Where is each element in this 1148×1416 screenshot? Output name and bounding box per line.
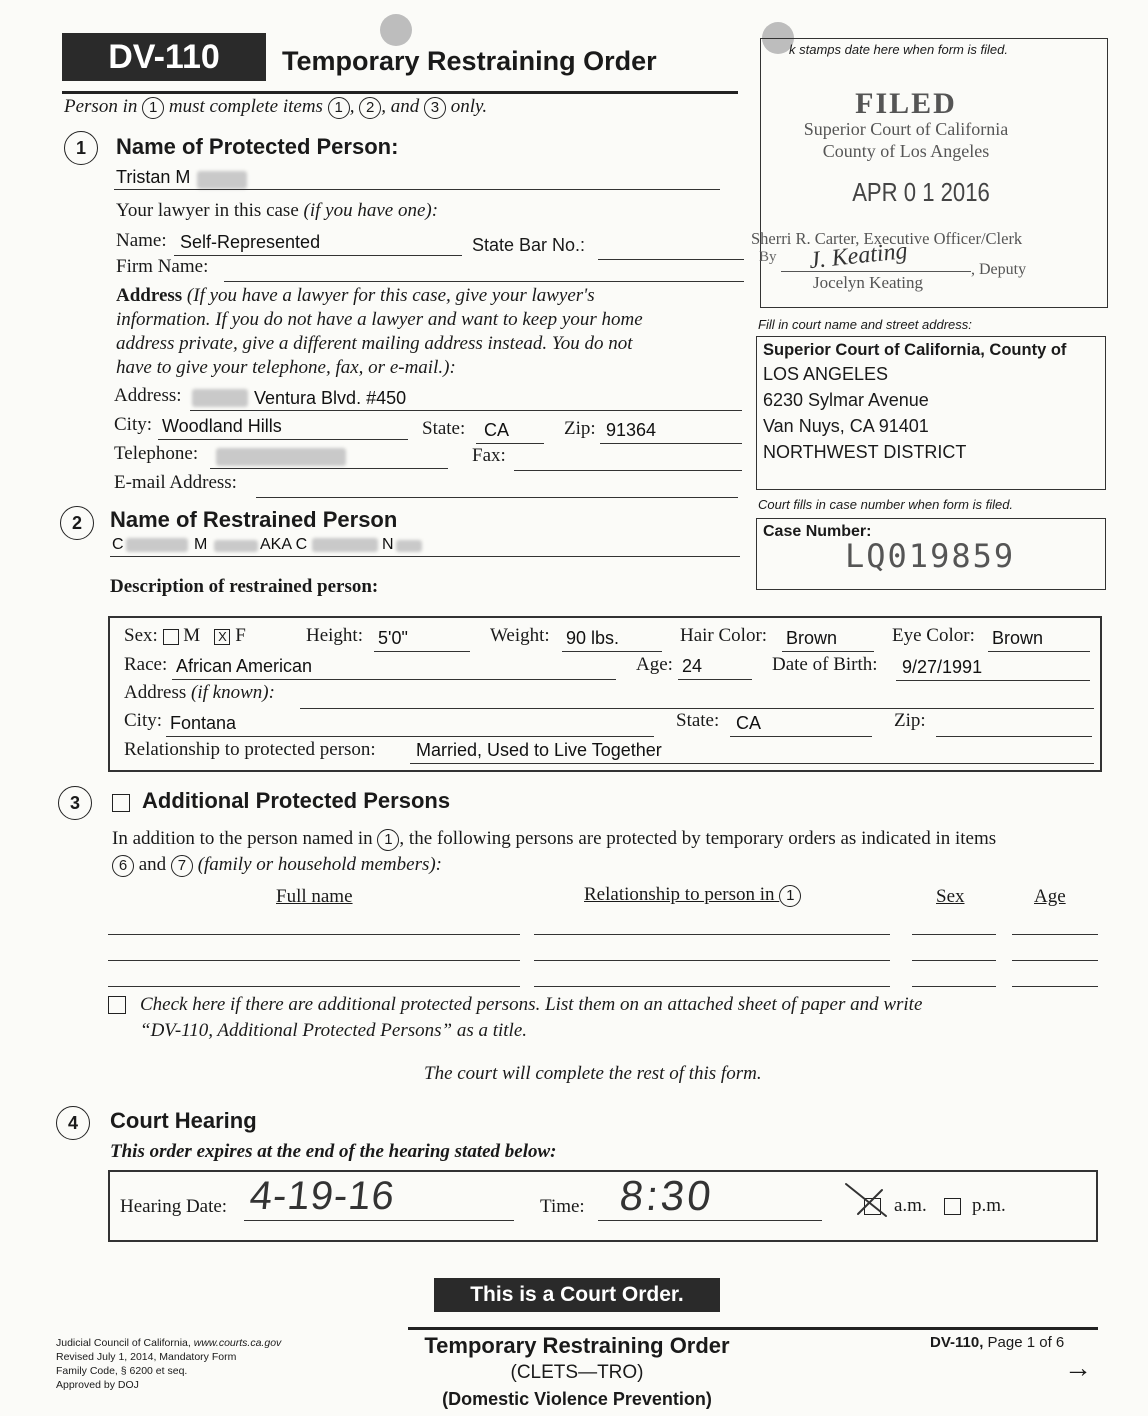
item-1-circle: 1 (142, 97, 164, 119)
weight-line (562, 651, 662, 652)
instruction-text-b: must complete items (168, 96, 323, 117)
hair-label: Hair Color: (680, 625, 768, 646)
protected-person-name: Tristan M (116, 167, 191, 187)
intro-text-a: In addition to the person named in (112, 828, 373, 849)
form-title: Temporary Restraining Order (282, 46, 657, 76)
am-label: a.m. (894, 1195, 927, 1216)
pm-label: p.m. (972, 1195, 1006, 1216)
row1-rel-line[interactable] (534, 934, 890, 935)
am-checkmark-icon (842, 1180, 892, 1220)
court-address-caption: Fill in court name and street address: (758, 317, 972, 332)
stamp-date: APR 0 1 2016 (852, 177, 990, 207)
city-label: City: (114, 414, 153, 435)
section-1-number: 1 (64, 131, 98, 165)
section-3-title: Additional Protected Persons (142, 788, 451, 813)
stamp-court-line1: Superior Court of California (803, 119, 1009, 139)
address-label: Address: (114, 385, 182, 406)
weight-label: Weight: (490, 625, 550, 646)
row1-name-line[interactable] (108, 934, 520, 935)
intro-circle-6: 6 (112, 855, 134, 877)
court-address-line2: LOS ANGELES (763, 364, 889, 384)
restrained-city-value: Fontana (170, 713, 237, 733)
description-label: Description of restrained person: (110, 576, 379, 597)
court-address-line4: Van Nuys, CA 91401 (763, 416, 929, 436)
instruction-text-d: , and (381, 96, 420, 117)
address-heading: Address (116, 285, 183, 306)
court-order-banner: This is a Court Order. (434, 1278, 720, 1312)
telephone-line (210, 468, 448, 469)
court-address-line1: Superior Court of California, County of (763, 341, 1067, 359)
additional-sheet-text-1: Check here if there are additional protected persons. List them on an attached sheet of paper and write (140, 994, 923, 1015)
eye-value: Brown (992, 628, 1044, 648)
city-line (158, 439, 408, 440)
address-value: Ventura Blvd. #450 (254, 388, 407, 408)
race-value: African American (176, 656, 313, 676)
footer-title: Temporary Restraining Order (424, 1333, 730, 1358)
eye-line (988, 651, 1090, 652)
sex-m-checkbox[interactable] (163, 629, 179, 645)
col-age: Age (1034, 886, 1066, 907)
sex-row (124, 625, 246, 647)
address-note-3: address private, give a different mailing address instead. You do not (116, 333, 633, 354)
restrained-address-label (124, 682, 275, 704)
footer-form-id: DV-110, (930, 1334, 984, 1351)
section-2-number: 2 (60, 506, 94, 540)
age-line (678, 679, 752, 680)
item-1-circle-2: 1 (328, 97, 350, 119)
protected-name-line (114, 189, 720, 190)
address-note-1: (If you have a lawyer for this case, give your lawyer's (186, 285, 595, 306)
restrained-name-line (110, 556, 740, 557)
additional-sheet-text (140, 992, 922, 1044)
hair-value: Brown (786, 628, 838, 648)
next-page-arrow-icon: → (1064, 1352, 1092, 1383)
dob-label: Date of Birth: (772, 654, 878, 675)
firm-name-line (224, 281, 744, 282)
row1-age-line[interactable] (1012, 934, 1098, 935)
eye-label: Eye Color: (892, 625, 975, 646)
restrained-zip-label: Zip: (894, 710, 926, 731)
instruction-text-e: only. (450, 96, 488, 117)
additional-sheet-text-2: “DV-110, Additional Protected Persons” as a title. (140, 1020, 528, 1041)
col-full-name: Full name (276, 886, 353, 907)
fax-line (514, 470, 742, 471)
email-line (256, 497, 738, 498)
instruction-text-a: Person in (64, 96, 138, 117)
col-sex: Sex (936, 886, 965, 907)
case-caption: Court fills in case number when form is filed. (758, 497, 1014, 512)
item-2-circle: 2 (359, 97, 381, 119)
court-address-box (756, 336, 1106, 490)
expires-note: This order expires at the end of the hearing stated below: (110, 1141, 557, 1162)
state-bar-line (598, 259, 744, 260)
state-bar-label: State Bar No.: (472, 235, 586, 255)
stamp-deputy: , Deputy (971, 261, 1027, 278)
redaction-restrained-2 (214, 540, 258, 552)
address-note-4: have to give your telephone, fax, or e-mail.): (116, 357, 456, 378)
restrained-address-italic: (if known): (191, 682, 275, 703)
footer-subtitle-2: (Domestic Violence Prevention) (442, 1389, 712, 1409)
restrained-address-line (300, 708, 1094, 709)
header-rule (62, 91, 738, 94)
section-2-title: Name of Restrained Person (110, 507, 398, 532)
row2-sex-line[interactable] (912, 960, 996, 961)
weight-value: 90 lbs. (566, 628, 620, 648)
footer-center (400, 1332, 754, 1412)
redaction-telephone (216, 448, 346, 466)
restrained-state-label: State: (676, 710, 720, 731)
hearing-date-line (244, 1220, 514, 1221)
firm-name-label: Firm Name: (116, 256, 209, 277)
stamp-by: By (759, 249, 777, 265)
row3-rel-line[interactable] (534, 986, 890, 987)
hearing-time-label: Time: (540, 1196, 585, 1217)
form-id-badge (62, 33, 266, 81)
footer-subtitle: (CLETS—TRO) (510, 1362, 644, 1383)
restrained-name-c: AKA C (260, 536, 308, 553)
height-value: 5'0" (378, 628, 408, 648)
height-label: Height: (306, 625, 363, 646)
intro-text-b: , the following persons are protected by temporary orders as indicated in items (399, 828, 997, 849)
state-value: CA (484, 420, 510, 440)
redaction-restrained-1 (126, 538, 188, 552)
col-relationship-circle: 1 (779, 885, 801, 907)
zip-value: 91364 (606, 420, 657, 440)
court-address-line5: NORTHWEST DISTRICT (763, 442, 967, 462)
redaction-address (192, 389, 248, 407)
row3-age-line[interactable] (1012, 986, 1098, 987)
col-relationship-text: Relationship to person in (584, 884, 775, 905)
case-number-value: LQ019859 (845, 537, 1016, 575)
stamp-officer: Sherri R. Carter, Executive Officer/Clerk (751, 229, 1023, 248)
item-3-circle: 3 (424, 97, 446, 119)
section-3-number: 3 (58, 786, 92, 820)
row1-sex-line[interactable] (912, 934, 996, 935)
case-number-box (756, 518, 1106, 590)
intro-circle-7: 7 (171, 855, 193, 877)
section-4-title: Court Hearing (110, 1108, 257, 1133)
state-label: State: (422, 418, 466, 439)
col-relationship (584, 884, 801, 907)
restrained-state-line (730, 736, 872, 737)
sex-label: Sex: (124, 625, 158, 646)
relationship-value: Married, Used to Live Together (416, 740, 662, 760)
restrained-city-label: City: (124, 710, 163, 731)
sex-m-label: M (183, 625, 201, 646)
footer-left-2: Revised July 1, 2014, Mandatory Form (56, 1351, 237, 1363)
relationship-line (410, 763, 1094, 764)
intro-circle-1: 1 (377, 829, 399, 851)
footer-left (56, 1336, 281, 1392)
stamp-caption: k stamps date here when form is filed. (789, 42, 1008, 57)
dob-value: 9/27/1991 (902, 657, 983, 677)
row3-name-line[interactable] (108, 986, 520, 987)
lawyer-name-label: Name: (116, 230, 167, 251)
court-complete-note: The court will complete the rest of this form. (424, 1063, 762, 1084)
redaction-restrained-4 (396, 540, 422, 552)
instruction-text-c: , (349, 96, 355, 117)
lawyer-name-line (174, 255, 462, 256)
address-note (116, 284, 643, 380)
header-instruction (64, 96, 487, 119)
section-3-intro (112, 826, 1112, 878)
footer-rule (408, 1327, 1098, 1330)
sex-f-checkbox[interactable]: X (214, 629, 230, 645)
section-1-title: Name of Protected Person: (116, 134, 399, 159)
email-label: E-mail Address: (114, 472, 237, 493)
footer-left-4: Approved by DOJ (56, 1379, 139, 1391)
punch-hole-top (380, 14, 412, 46)
footer-left-3: Family Code, § 6200 et seq. (56, 1365, 188, 1377)
state-line (476, 443, 544, 444)
restrained-city-line (166, 736, 654, 737)
redaction-restrained-3 (312, 538, 378, 552)
stamp-deputy-name: Jocelyn Keating (813, 273, 923, 292)
intro-text-d: (family or household members): (197, 854, 443, 875)
race-line (172, 679, 616, 680)
sex-f-label: F (235, 625, 246, 646)
restrained-address-text: Address (124, 682, 187, 703)
lawyer-intro-text: Your lawyer in this case (116, 200, 299, 221)
section-4-number: 4 (56, 1106, 90, 1140)
height-line (374, 651, 470, 652)
race-label: Race: (124, 654, 168, 675)
court-address-line3: 6230 Sylmar Avenue (763, 390, 929, 410)
hearing-time-value[interactable]: 8:30 (617, 1172, 717, 1219)
restrained-name-d: N (382, 536, 394, 553)
stamp-signature: J. Keating (807, 237, 909, 275)
lawyer-name-value: Self-Represented (180, 232, 321, 252)
footer-website: www.courts.ca.gov (193, 1337, 282, 1349)
stamp-filed: FILED (855, 87, 957, 120)
pm-checkbox[interactable] (944, 1198, 961, 1215)
hearing-date-label: Hearing Date: (120, 1196, 228, 1217)
intro-text-c: and (138, 854, 167, 875)
address-line (190, 410, 742, 411)
hearing-time-line (598, 1220, 822, 1221)
row2-rel-line[interactable] (534, 960, 890, 961)
restrained-state-value: CA (736, 713, 762, 733)
row2-name-line[interactable] (108, 960, 520, 961)
row2-age-line[interactable] (1012, 960, 1098, 961)
restrained-zip-line (936, 736, 1092, 737)
footer-left-1: Judicial Council of California, (56, 1337, 191, 1349)
zip-label: Zip: (564, 418, 596, 439)
lawyer-intro (116, 200, 438, 222)
restrained-name-a: C (112, 536, 124, 553)
footer-page: Page 1 of 6 (987, 1334, 1065, 1351)
zip-line (600, 443, 742, 444)
age-value: 24 (682, 656, 703, 676)
telephone-label: Telephone: (114, 443, 199, 464)
relationship-label: Relationship to protected person: (124, 739, 376, 760)
dob-line (896, 680, 1090, 681)
lawyer-intro-italic: (if you have one): (303, 200, 439, 221)
age-label: Age: (636, 654, 673, 675)
city-value: Woodland Hills (162, 416, 282, 436)
form-id: DV-110 (108, 38, 220, 76)
restrained-name-b: M (194, 536, 208, 553)
footer-right (930, 1334, 1064, 1351)
hearing-date-value[interactable]: 4-19-16 (247, 1174, 398, 1218)
address-note-2: information. If you do not have a lawyer and want to keep your home (116, 309, 643, 330)
case-number-label: Case Number: (763, 523, 872, 540)
hair-line (782, 651, 874, 652)
additional-sheet-checkbox[interactable] (108, 996, 126, 1014)
redaction-protected-name (197, 171, 247, 189)
stamp-court-line2: County of Los Angeles (822, 141, 990, 161)
additional-protected-checkbox[interactable] (112, 794, 130, 812)
fax-label: Fax: (472, 445, 506, 466)
filed-stamp-box (751, 38, 1108, 308)
row3-sex-line[interactable] (912, 986, 996, 987)
